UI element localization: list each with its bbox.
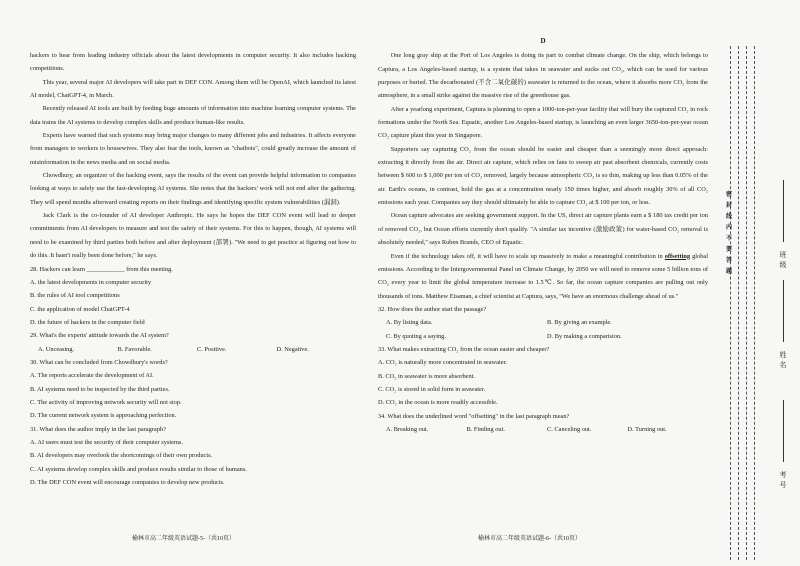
answer-option: D. The DEF CON event will encourage companies to develop new products. <box>30 479 225 486</box>
left-questions <box>30 263 356 490</box>
answer-option: C. AI systems develop complex skills and produce results similar to those of humans. <box>30 465 247 473</box>
seal-notice-char: 要 <box>725 247 732 253</box>
seal-notice-char: 题 <box>725 269 732 275</box>
blank-line <box>783 180 784 242</box>
section-title: D <box>540 37 546 45</box>
question-block <box>30 423 356 490</box>
options-row <box>38 343 356 356</box>
right-questions <box>378 303 708 436</box>
answer-option: C. Canceling out. <box>547 425 592 433</box>
seal-notice-char: 封 <box>725 203 732 209</box>
seal-notice-char: 不 <box>725 236 732 242</box>
answer-option: C. CO₂ is stored in solid form in seawater. <box>378 385 486 393</box>
answer-option: A. By listing data. <box>386 319 433 327</box>
options-row <box>386 316 708 329</box>
seal-notice <box>724 190 734 278</box>
seal-line <box>754 46 755 560</box>
seal-notice-char: 答 <box>725 258 732 264</box>
question-stem: 32. How does the author start the passage? <box>378 305 487 313</box>
left-column <box>30 49 356 489</box>
answer-option: C. the application of model ChatGPT-4 <box>30 305 130 313</box>
question-stem: 33. What makes extracting CO₂ from the ocean easier and cheaper? <box>378 345 550 353</box>
passage-paragraph: Supporters say capturing CO₂ from the ocean should be easier and cheaper than a seemingly more direct approach: extracting it directly from the air. Direct air capture, which relies on fans to sweep air past absorbent chemicals, currently costs between $ 600 to $ 1,000 per ton of CO₂ removed, largely because atmospheric CO₂ is so thin, making up less than 0.05% of the air. Earth's oceans, in contrast, hold the gas at a concentration nearly 150 times higher, and absorb roughly 30% of all CO₂ emissions each year. Companies say they should ultimately be able to capture CO₂ at $ 100 per ton, or less. <box>378 145 708 207</box>
passage-paragraph: Ocean capture advocates are seeking government support. In the US, direct air capture plants earn a $ 180 tax credit per ton of removed CO₂, but Ocean efforts currently don't qualify. "A similar tax incentive (激励政策) for water-based CO₂ removal is absolutely needed," says Ruben Brands, CEO of Equatic. <box>378 212 708 247</box>
answer-option: A. Breaking out. <box>386 425 429 433</box>
question-stem: 28. Hackers can learn ____________ from this meeting. <box>30 265 173 273</box>
answer-option: A. Unceasing. <box>38 345 75 353</box>
answer-option: D. the future of hackers in the computer field <box>30 318 145 326</box>
answer-option: B. AI systems need to be inspected by the third parties. <box>30 385 170 393</box>
question-stem: 29. What's the experts' attitude towards the AI system? <box>30 332 169 340</box>
answer-option: A. CO₂ is naturally more concentrated in seawater. <box>378 359 507 367</box>
passage-paragraph: Experts have warned that such systems may bring major changes to many different jobs and industries. It affects everyone from managers to workers to housewives. They also fear the tools, known as "chatbots", could greatly increase the amount of misinformation in the news media and on social media. <box>30 132 356 166</box>
answer-option: A. AI users must test the security of their computer systems. <box>30 438 183 446</box>
question-stem: 30. What can be concluded from Chowdhury's words? <box>30 358 168 366</box>
answer-option: D. By making a comparision. <box>547 332 622 340</box>
seal-line <box>746 46 747 560</box>
answer-option: B. By giving an example. <box>547 319 612 327</box>
passage-paragraph: This year, several major AI developers will take part in DEF CON. Among them will be OpenAI, which launched its latest AI model, ChatGPT-4, in March. <box>30 78 356 100</box>
options-row <box>386 423 708 436</box>
passage-paragraph: hackers to hear from leading industry officials about the latest developments in computer security. It also includes hacking competitions. <box>30 52 356 73</box>
right-passage <box>378 49 708 303</box>
question-block <box>30 329 356 356</box>
answer-option: D. Negative. <box>276 345 309 353</box>
blank-line <box>783 280 784 342</box>
question-block <box>378 410 708 437</box>
answer-option: D. The current network system is approaching perfection. <box>30 412 177 420</box>
answer-option: B. AI developers may overlook the shortcomings of their own products. <box>30 452 213 460</box>
passage-paragraph: After a yearlong experiment, Captura is planning to open a 1000-ton-per-year facility that will bury the captured CO₂ in rock formations under the North Sea. Equatic, another Los Angeles-based startup, is launching an even larger 3650-ton-per-year ocean CO₂ capture plant this year in Singapore. <box>378 105 708 140</box>
question-block <box>30 356 356 423</box>
question-block <box>378 343 708 410</box>
answer-option: C. Positive. <box>197 345 227 353</box>
seal-line <box>738 46 739 560</box>
page-footer-right: 榆林市高二年级英语试题-6-（共10页） <box>478 536 581 542</box>
passage-paragraph: Even if the technology takes off, it will have to scale up massively to make a meaningful contribution in offsetting global emissions. According to the Intergovernmental Panel on Climate Change, by 2050 we will need to remove some 5 billion tons of CO₂ every year to limit the global temperature increase to 1.5℃. So far, the ocean capture companies are pulling out only thousands of tons. Matthew Eisaman, a chief scientist at Captura, says, "We have an enormous challenge ahead of us." <box>378 252 708 300</box>
passage-paragraph: One long gray ship at the Port of Los Angeles is doing its part to combat climate change. On the ship, which belongs to Captura, a Los Angeles-based startup, is a system that takes in seawater and sucks out CO₂, which can be used for various purposes or buried. The decarbonated (不含二氧化碳的) seawater is returned to the ocean, where it absorbs more CO₂ from the atmosphere, in a small strike against the massive rise of the greenhouse gas. <box>378 52 708 100</box>
answer-option: C. By quoting a saying. <box>386 332 446 340</box>
question-block <box>378 303 708 343</box>
answer-option: B. Finding out. <box>466 425 505 433</box>
question-block <box>30 263 356 330</box>
right-column <box>378 37 708 436</box>
underlined-word: offsetting <box>664 252 691 260</box>
seal-notice-char: 密 <box>725 192 732 198</box>
passage-paragraph: Jack Clark is the co-founder of AI developer Anthropic. He says he hopes the DEF CON event will lead to deeper commitments from AI developers to measure and test the safety of their systems. For this to happen, though, AI systems will need to be examined by third parties both before and after deployment (部署). "We need to get practice at figuring out how to do this. It hasn't really been done before," he says. <box>30 212 356 260</box>
seal-notice-char: 线 <box>725 214 732 220</box>
options-row <box>386 330 708 343</box>
binding-label: 考号 <box>779 471 787 489</box>
question-stem: 31. What does the author imply in the last paragraph? <box>30 425 166 433</box>
answer-option: D. CO₂ in the ocean is more readily accessible. <box>378 399 498 407</box>
blank-line <box>783 400 784 462</box>
binding-label: 班级 <box>779 251 787 269</box>
question-stem: 34. What does the underlined word "offsetting" in the last paragraph mean? <box>378 412 570 420</box>
binding-label: 姓名 <box>779 351 787 369</box>
page-footer-left: 榆林市高二年级英语试题-5-（共10页） <box>132 536 235 542</box>
seal-line <box>730 46 731 560</box>
left-passage <box>30 49 356 263</box>
passage-paragraph: Chowdhury, an organizer of the hacking event, says the results of the event can provide helpful information to companies looking at ways to safely use the fast-developing AI systems. She notes that the hackers' work will not end after the gathering. They will spend months afterward creating reports on their findings and identifying specific system vulnerabilities (漏洞). <box>30 172 356 206</box>
answer-option: A. The reports accelerate the development of AI. <box>30 372 154 380</box>
answer-option: A. the latest developments in computer security <box>30 278 152 286</box>
seal-notice-char: 内 <box>725 225 732 231</box>
binding-strip <box>718 0 800 566</box>
answer-option: B. the rules of AI tool competitions <box>30 292 120 300</box>
answer-option: C. The activity of improving network security will not stop. <box>30 398 182 406</box>
answer-option: B. CO₂ in seawater is more absorbent. <box>378 372 475 380</box>
passage-paragraph: Recently released AI tools are built by feeding huge amounts of information into machine learning computer systems. The data trains the AI systems to develop complex skills and produce human-like results. <box>30 105 356 126</box>
answer-option: D. Turning out. <box>627 425 667 433</box>
answer-option: B. Favorable. <box>117 345 152 353</box>
